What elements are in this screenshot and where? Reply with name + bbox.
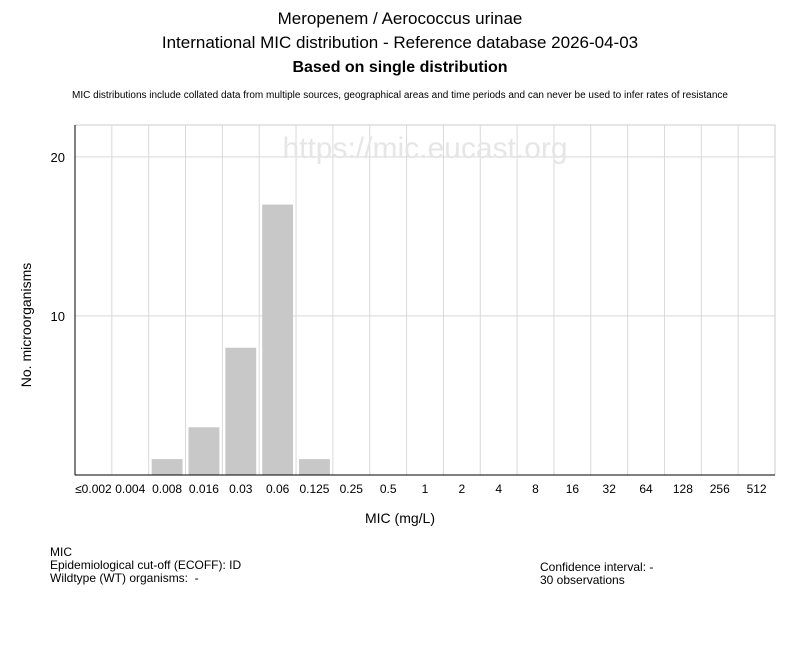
disclaimer-text: MIC distributions include collated data from multiple sources, geographical areas and time periods and can never be used to infer rates of resistance — [72, 90, 728, 101]
x-tick-label: 64 — [639, 482, 653, 496]
info-left — [50, 546, 241, 585]
x-tick-label: 0.25 — [339, 482, 363, 496]
info-confidence-interval: Confidence interval: - — [540, 560, 654, 574]
bar — [225, 348, 256, 475]
x-tick-label: 0.03 — [229, 482, 253, 496]
x-tick-label: 4 — [495, 482, 503, 496]
x-tick-label: 1 — [421, 482, 429, 496]
x-tick-label: 0.06 — [265, 482, 290, 496]
watermark-text: https://mic.eucast.org — [282, 132, 568, 165]
x-tick-label: 8 — [532, 482, 539, 496]
x-tick-label: 0.004 — [115, 482, 146, 496]
x-tick-label: 256 — [709, 482, 730, 496]
y-tick-label: 20 — [50, 149, 65, 165]
x-tick-label: ≤0.002 — [75, 482, 112, 496]
info-mic-label: MIC — [50, 545, 72, 559]
info-wildtype: Wildtype (WT) organisms: - — [50, 571, 199, 585]
x-tick-label: 512 — [746, 482, 767, 496]
chart-basis: Based on single distribution — [292, 59, 508, 76]
y-tick-label: 10 — [50, 308, 65, 324]
x-tick-label: 0.016 — [188, 482, 219, 496]
bar — [189, 427, 220, 475]
x-tick-label: 16 — [565, 482, 580, 496]
bar — [299, 459, 330, 475]
bar — [152, 459, 183, 475]
x-tick-label: 32 — [602, 482, 616, 496]
bar — [262, 205, 293, 475]
x-tick-label: 128 — [672, 482, 693, 496]
y-axis-title: No. microorganisms — [18, 262, 34, 388]
info-ecoff: Epidemiological cut-off (ECOFF): ID — [50, 558, 242, 572]
plot-area — [75, 125, 775, 475]
chart-title: Meropenem / Aerococcus urinae — [277, 9, 523, 28]
x-tick-label: 0.125 — [299, 482, 330, 496]
x-tick-label: 0.008 — [152, 482, 183, 496]
x-tick-label: 0.5 — [379, 482, 397, 496]
chart-subtitle: International MIC distribution - Reference database 2026-04-03 — [161, 33, 639, 52]
x-tick-label: 2 — [458, 482, 466, 496]
info-observations: 30 observations — [540, 573, 625, 587]
x-axis-title: MIC (mg/L) — [365, 510, 435, 526]
info-right — [540, 561, 653, 587]
